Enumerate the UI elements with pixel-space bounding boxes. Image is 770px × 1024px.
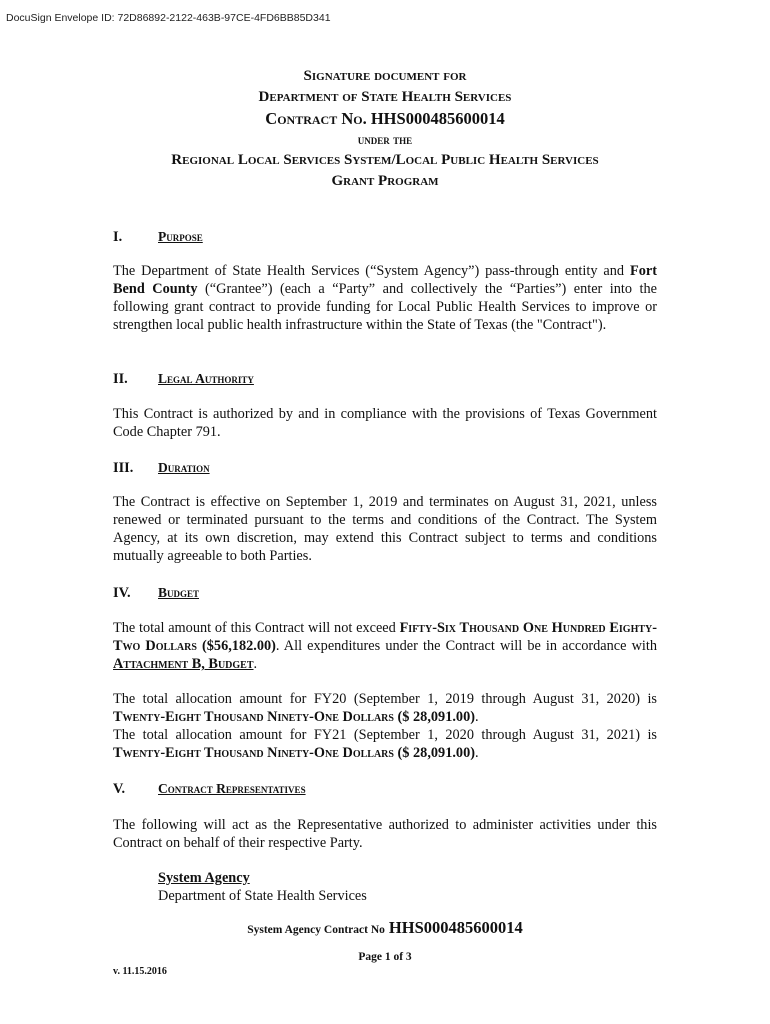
budget-total-words: Fifty-Six Thousand One Hundred Eighty-Two Dollars bbox=[113, 620, 657, 654]
fy21-text: The total allocation amount for FY21 (September 1, 2020 through August 31, 2021) is bbox=[113, 727, 657, 743]
section-number: III. bbox=[113, 460, 134, 476]
section-title: Contract Representatives bbox=[158, 781, 306, 796]
section-number: II. bbox=[113, 371, 128, 387]
section-heading-duration bbox=[113, 459, 657, 477]
system-agency-representative bbox=[158, 869, 367, 905]
title-line-4: under the bbox=[357, 132, 413, 147]
title-line-6: Grant Program bbox=[331, 173, 439, 189]
section-heading-contract-representatives bbox=[113, 780, 657, 798]
fy20-end: . bbox=[474, 709, 479, 725]
footer-contract-label: System Agency Contract No bbox=[247, 924, 385, 936]
document-title bbox=[0, 66, 770, 192]
grantee-name: Fort Bend County bbox=[113, 263, 657, 297]
section-heading-purpose bbox=[113, 228, 657, 246]
fy21-amount: ($ 28,091.00) bbox=[397, 745, 475, 761]
purpose-text-end: (“Grantee”) (each a “Party” and collectively the “Parties”) enter into the following grant contract to provide funding for Local Public Health Services to improve or strengthen local public health infrastructure within the State of Texas (the "Contract"). bbox=[113, 281, 657, 333]
section-title: Purpose bbox=[158, 229, 203, 244]
legal-authority-paragraph: This Contract is authorized by and in compliance with the provisions of Texas Government Code Chapter 791. bbox=[113, 406, 657, 440]
contract-representatives-paragraph: The following will act as the Representative authorized to administer activities under this Contract on behalf of their respective Party. bbox=[113, 817, 657, 851]
title-contract-number: HHS000485600014 bbox=[370, 109, 505, 128]
fy20-amount-words: Twenty-Eight Thousand Ninety-One Dollars bbox=[113, 709, 394, 725]
fy21-amount-words: Twenty-Eight Thousand Ninety-One Dollars bbox=[113, 745, 394, 761]
duration-paragraph: The Contract is effective on September 1, 2019 and terminates on August 31, 2021, unless renewed or terminated pursuant to the terms and conditions of the Contract. The System Agency, at its own discretion, may extend this Contract subject to terms and conditions mutually agreeable to both Parties. bbox=[113, 494, 657, 564]
section-title: Budget bbox=[158, 585, 200, 600]
version-label: v. 11.15.2016 bbox=[113, 966, 167, 977]
section-number: V. bbox=[113, 781, 126, 797]
title-contract-line bbox=[0, 108, 770, 129]
section-number: IV. bbox=[113, 585, 131, 601]
budget-text-2: . All expenditures under the Contract will be in accordance with bbox=[275, 638, 657, 654]
fy20-text: The total allocation amount for FY20 (September 1, 2019 through August 31, 2020) is bbox=[113, 691, 657, 707]
system-agency-label: System Agency bbox=[158, 870, 250, 886]
fy20-amount: ($ 28,091.00) bbox=[397, 709, 475, 725]
system-agency-name: Department of State Health Services bbox=[158, 888, 367, 904]
docusign-envelope-id: DocuSign Envelope ID: 72D86892-2122-463B-97CE-4FD6BB85D341 bbox=[6, 12, 331, 24]
title-line-2: Department of State Health Services bbox=[258, 89, 512, 105]
attachment-b-budget-reference: Attachment B, Budget bbox=[113, 656, 254, 672]
fy-allocation-paragraph bbox=[113, 690, 657, 762]
budget-text-3: . bbox=[253, 656, 258, 672]
budget-paragraph bbox=[113, 619, 657, 673]
section-title: Duration bbox=[158, 460, 210, 475]
fy21-end: . bbox=[474, 745, 479, 761]
page-number: Page 1 of 3 bbox=[358, 951, 412, 963]
title-line-1: Signature document for bbox=[303, 68, 467, 84]
footer-contract-number bbox=[0, 918, 770, 938]
purpose-text-start: The Department of State Health Services (“System Agency”) pass-through entity and bbox=[113, 263, 630, 279]
footer-contract-value: HHS000485600014 bbox=[388, 918, 523, 937]
title-contract-prefix: Contract No. bbox=[265, 109, 367, 128]
budget-total-amount: ($56,182.00) bbox=[202, 638, 276, 654]
budget-text-1: The total amount of this Contract will not exceed bbox=[113, 620, 400, 636]
purpose-paragraph bbox=[113, 262, 657, 334]
title-line-5: Regional Local Services System/Local Public Health Services bbox=[171, 152, 599, 168]
section-heading-budget bbox=[113, 584, 657, 602]
section-title: Legal Authority bbox=[158, 371, 254, 386]
section-number: I. bbox=[113, 229, 123, 245]
section-heading-legal-authority bbox=[113, 370, 657, 388]
